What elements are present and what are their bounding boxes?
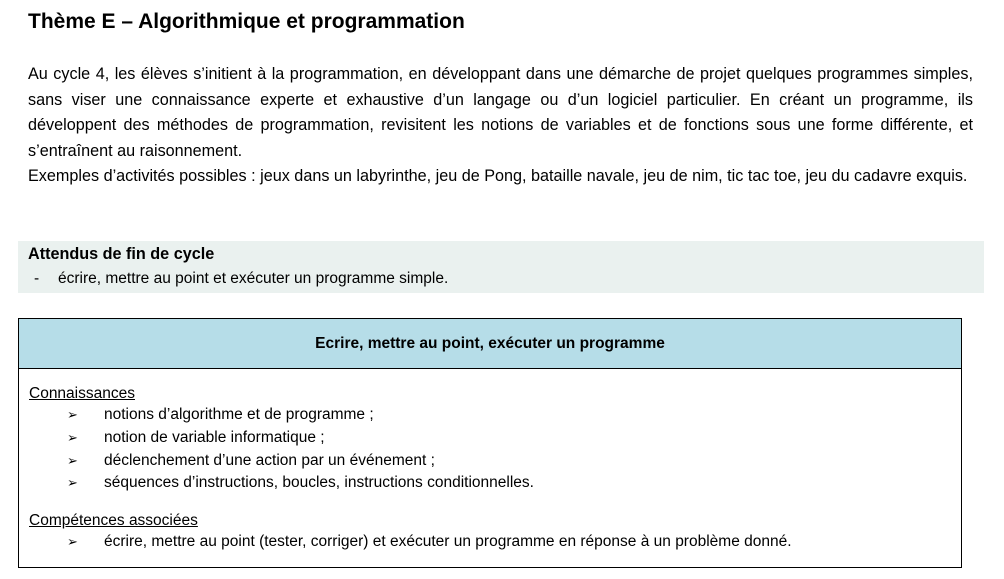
program-box — [18, 318, 962, 568]
dash-bullet: - — [34, 270, 40, 287]
list-item — [67, 404, 534, 427]
list-item-text: notion de variable informatique ; — [104, 429, 325, 447]
box-header: Ecrire, mettre au point, exécuter un programme — [19, 319, 961, 369]
connaissances-heading: Connaissances — [29, 385, 135, 402]
list-item-text: déclenchement d’une action par un événement ; — [104, 451, 435, 469]
intro-text — [28, 62, 973, 190]
arrow-bullet-icon: ➢ — [67, 430, 78, 446]
page-title: Thème E – Algorithmique et programmation — [28, 10, 465, 33]
list-item — [67, 472, 534, 495]
competences-list — [67, 531, 792, 554]
list-item-text: séquences d’instructions, boucles, instructions conditionnelles. — [104, 474, 534, 492]
list-item — [67, 531, 792, 554]
list-item — [67, 427, 534, 450]
intro-paragraph-1: Au cycle 4, les élèves s’initient à la programmation, en développant dans une démarche de projet quelques programmes simples, sans viser une connaissance experte et exhaustive d’un langage ou d’un logiciel particulier. En créant un programme, ils développent des méthodes de programmation, revisitent les notions de variables et de fonctions sous une forme différente, et s’entraînent au raisonnement. — [28, 65, 973, 160]
attendus-item — [18, 267, 984, 293]
arrow-bullet-icon: ➢ — [67, 407, 78, 423]
intro-paragraph-2: Exemples d’activités possibles : jeux dans un labyrinthe, jeu de Pong, bataille navale, jeu de nim, tic tac toe, jeu du cadavre exquis. — [28, 167, 968, 186]
list-item — [67, 449, 534, 472]
arrow-bullet-icon: ➢ — [67, 452, 78, 468]
attendus-heading: Attendus de fin de cycle — [28, 245, 215, 263]
attendus-section — [18, 241, 984, 293]
list-item-text: écrire, mettre au point (tester, corriger) et exécuter un programme en réponse à un problème donné. — [104, 533, 792, 551]
attendus-item-text: écrire, mettre au point et exécuter un programme simple. — [58, 270, 449, 287]
list-item-text: notions d’algorithme et de programme ; — [104, 406, 374, 424]
competences-heading: Compétences associées — [29, 512, 198, 529]
arrow-bullet-icon: ➢ — [67, 475, 78, 491]
arrow-bullet-icon: ➢ — [67, 534, 78, 550]
connaissances-list — [67, 404, 534, 495]
